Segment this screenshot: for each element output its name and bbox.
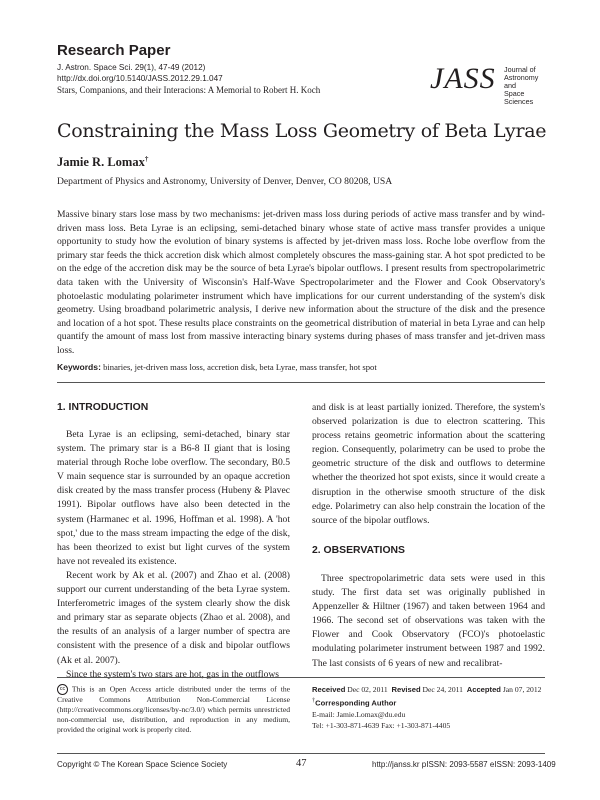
right-column xyxy=(312,401,545,528)
paragraph: Three spectropolarimetric data sets were used in this study. The first data set was originally published in Appenzeller & Hiltner (1967) and taken between 1964 and 1966. The second set of observations was taken with the Flower and Cook Observatory (FCO)'s photoelastic modulating polarimeter instrument between 1987 and 1992. The last consists of 6 years of new and recalibrat- xyxy=(312,573,545,669)
logo-line: Space Sciences xyxy=(504,89,534,106)
copyright: Copyright © The Korean Space Science Society xyxy=(57,760,228,769)
journal-logo xyxy=(430,60,548,106)
left-column xyxy=(57,428,290,682)
paragraph: Recent work by Ak et al. (2007) and Zhao et al. (2008) support our current understanding of the beta Lyrae system. Interferometric images of the system clearly show the disk and primary star as separate objects (Zhao et al. 2008), and the results of an analysis of a larger number of spectra are consistent with the presence of a disk and bipolar outflows (Ak et al. 2007). xyxy=(57,569,290,666)
special-issue-title: Stars, Companions, and their Interacions: A Memorial to Robert H. Koch xyxy=(57,85,321,95)
footnote-divider xyxy=(57,677,545,678)
author-mark: † xyxy=(144,155,149,163)
logo-line: Astronomy and xyxy=(504,73,539,90)
keywords xyxy=(57,362,545,372)
dates-line xyxy=(312,684,545,695)
corresponding-author xyxy=(312,695,545,709)
paper-title: Constraining the Mass Loss Geometry of Beta Lyrae xyxy=(57,120,547,142)
section-heading-introduction: 1. INTRODUCTION xyxy=(57,402,149,413)
phone-fax: Tel: +1-303-871-4639 Fax: +1-303-871-4405 xyxy=(312,720,451,730)
received-label: Received xyxy=(312,685,346,694)
footer-divider xyxy=(57,753,545,754)
journal-url-issn: http://janss.kr pISSN: 2093-5587 eISSN: 2093-1409 xyxy=(372,760,556,769)
corr-label: Corresponding Author xyxy=(315,698,397,708)
logo-wordmark: JASS xyxy=(430,62,496,95)
right-column-observations xyxy=(312,572,545,671)
email: E-mail: Jamie.Lomax@du.edu xyxy=(312,709,406,719)
accepted-label: Accepted xyxy=(466,685,501,694)
revised-label: Revised xyxy=(391,685,421,694)
logo-line: Journal of xyxy=(504,65,536,74)
paragraph: Since the system's two stars are hot, gas in the outflows xyxy=(66,668,280,680)
keywords-label: Keywords: xyxy=(57,362,101,372)
paragraph: Beta Lyrae is an eclipsing, semi-detached, binary star system. The primary star is a B6-8 II giant that is losing material through Roche lobe overflow. The secondary, B0.5 V main sequence star is surrounded by an opaque accretion disk created by the mass transfer process (Hubeny & Plavec 1991). Bipolar outflows have also been detected in the system (Harmanec et al. 1996, Hoffman et al. 1998). A 'hot spot,' due to the mass stream impacting the edge of the disk, has been theorized to exist but light curves of the system have not revealed its existence. xyxy=(57,429,290,567)
revised-date: Dec 24, 2011 xyxy=(422,685,463,694)
abstract: Massive binary stars lose mass by two mechanisms: jet-driven mass loss during periods of active mass transfer and by wind-driven mass loss. Beta Lyrae is an eclipsing, semi-detached binary whose state of active mass transfer provides a unique opportunity to study how the evolution of binary systems is affected by jet-driven mass loss. Roche lobe overflow from the primary star feeds the thick accretion disk which almost completely obscures the mass-gaining star. A hot spot predicted to be on the edge of the accretion disk may be the source of beta Lyrae's bipolar outflows. I present results from spectropolarimetric data taken with the University of Wisconsin's Half-Wave Spectropolarimeter and the Flower and Cook Observatory's photoelastic modulating polarimeter instrument which have implications for our current understanding of the system's disk geometry. Using broadband polarimetric analysis, I derive new information about the structure of the disk and the presence and location of a hot spot. These results place constraints on the geometrical distribution of material in beta Lyrae and can help quantify the amount of mass lost from massive interacting binary systems during phases of mass transfer and jet-driven mass loss. xyxy=(57,209,545,356)
affiliation: Department of Physics and Astronomy, University of Denver, Denver, CO 80208, USA xyxy=(57,176,393,187)
author-name-text: Jamie R. Lomax xyxy=(57,155,145,170)
paragraph: and disk is at least partially ionized. Therefore, the system's observed polarization is due to electron scattering. This process retains geometric information about the scattering region. Consequently, polarimetry can be used to probe the geometric structure of the disk and outflows to determine whether the theorized hot spot exists, since it would create a disruption in the otherwise smooth structure of the disk edge. Polarimetry can also help constrain the location of the source of the bipolar outflows. xyxy=(312,402,545,526)
license-note xyxy=(57,684,290,735)
corr-mark: † xyxy=(312,697,316,704)
divider xyxy=(57,382,545,383)
creative-commons-icon: cc xyxy=(57,684,68,695)
paper-type-label: Research Paper xyxy=(57,42,171,59)
license-text: This is an Open Access article distributed under the terms of the Creative Commons Attribution Non-Commercial License (http://creativecommons.org/licenses/by-nc/3.0/) which permits unrestricted non-commercial use, distribution, and reproduction in any medium, provided the original work is properly cited. xyxy=(57,684,290,735)
section-heading-observations: 2. OBSERVATIONS xyxy=(312,545,405,556)
article-info xyxy=(312,684,545,731)
journal-citation: J. Astron. Space Sci. 29(1), 47-49 (2012) xyxy=(57,63,206,72)
accepted-date: Jan 07, 2012 xyxy=(502,685,542,694)
logo-subtitle xyxy=(504,66,548,106)
received-date: Dec 02, 2011 xyxy=(347,685,388,694)
author-name xyxy=(57,155,148,170)
keywords-text: binaries, jet-driven mass loss, accretion disk, beta Lyrae, mass transfer, hot spot xyxy=(103,362,377,372)
page-number: 47 xyxy=(296,758,307,769)
doi-link[interactable]: http://dx.doi.org/10.5140/JASS.2012.29.1.047 xyxy=(57,74,223,83)
